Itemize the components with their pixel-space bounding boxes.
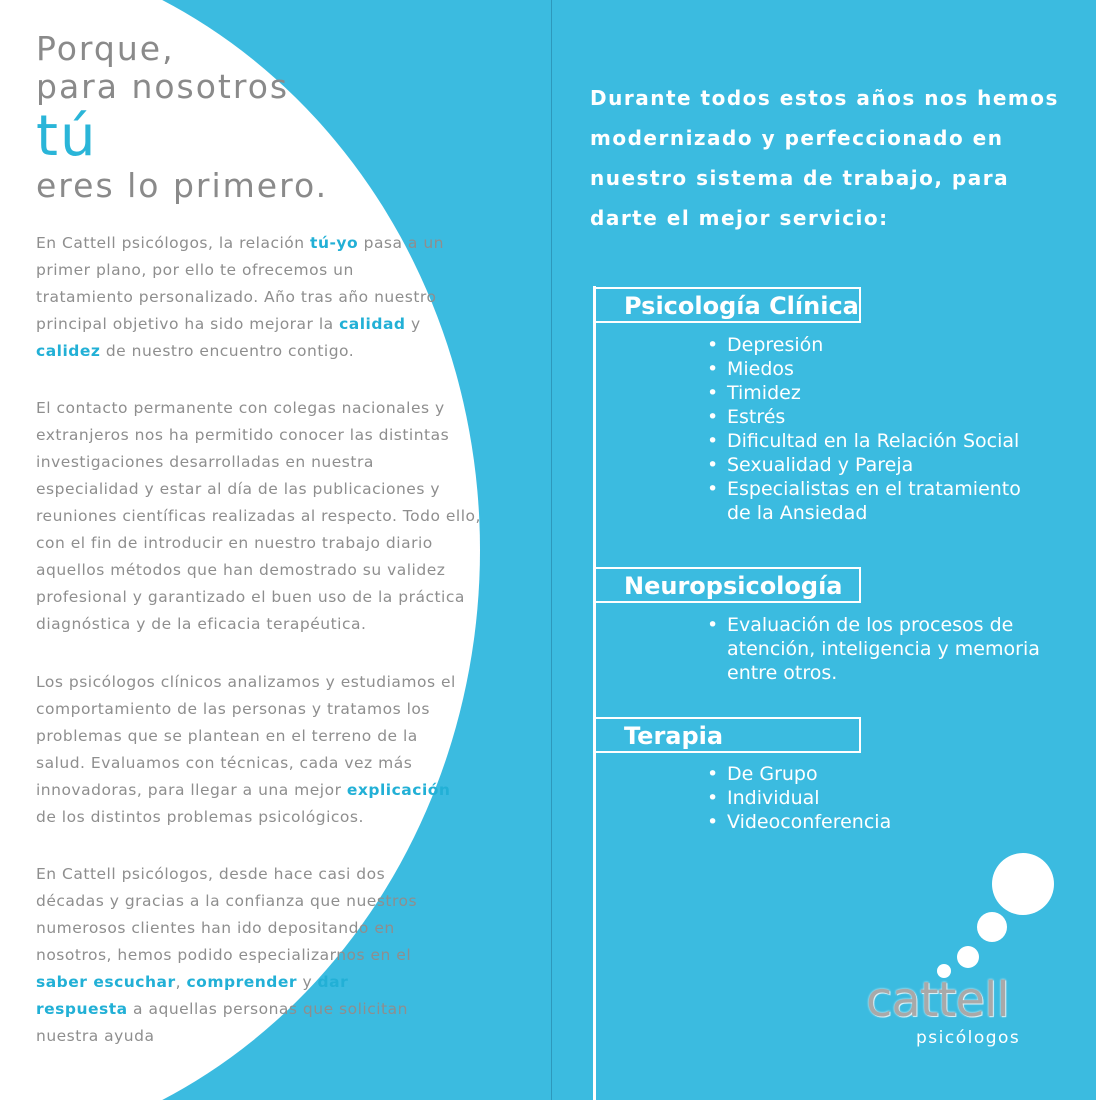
headline-tu: tú: [36, 104, 98, 169]
list-item: • Miedos: [707, 357, 1021, 381]
text: y: [297, 973, 318, 991]
logo-bubble-medium: [977, 912, 1007, 942]
text: pasa a un primer plano, por ello te ofrecemos un tratamiento personalizado. Año tras año nuestro principal objetivo ha sido mejorar la: [36, 234, 445, 333]
highlight-tu-yo: tú-yo: [310, 234, 359, 252]
list-item: • Evaluación de los procesos de: [707, 613, 1040, 637]
paragraph-relation: [36, 230, 456, 365]
text: de los distintos problemas psicológicos.: [36, 808, 364, 826]
text: En Cattell psicólogos, desde hace casi dos décadas y gracias a la confianza que nuestros numerosos clientes han ido depositando en nosotros, hemos podido especializarnos en el: [36, 865, 418, 964]
text: a aquellas personas que solicitan nuestra ayuda: [36, 1000, 408, 1045]
text: y: [405, 315, 421, 333]
paragraph-cattell: [36, 861, 421, 1050]
list-item: • Videoconferencia: [707, 810, 891, 834]
section-box-neuropsicologia: [596, 567, 861, 603]
headline-line-4: eres lo primero.: [36, 166, 329, 205]
highlight-comprender: comprender: [186, 973, 298, 991]
section-box-psicologia-clinica: [596, 287, 861, 323]
logo-bubble-large: [992, 853, 1054, 915]
list-item: • Dificultad en la Relación Social: [707, 429, 1021, 453]
headline-line-2: para nosotros: [36, 67, 290, 106]
logo-subtitle: psicólogos: [916, 1028, 1021, 1048]
headline-line-1: Porque,: [36, 29, 175, 68]
list-item-continued: de la Ansiedad: [727, 502, 868, 524]
fold-line: [551, 0, 552, 1100]
list-item-continued: entre otros.: [727, 662, 838, 684]
list-item: • Especialistas en el tratamiento: [707, 477, 1021, 501]
text: ,: [175, 973, 187, 991]
list-item: • Individual: [707, 786, 891, 810]
highlight-explicacion: explicación: [346, 781, 451, 799]
list-item: • Depresión: [707, 333, 1021, 357]
text: Los psicólogos clínicos analizamos y estudiamos el comportamiento de las personas y tratamos los problemas que se plantean en el terreno de la salud. Evaluamos con técnicas, cada vez más innovadoras, para llegar a una mejor: [36, 673, 456, 799]
section-list-terapia: [707, 762, 891, 834]
highlight-saber-escuchar: saber escuchar: [36, 973, 176, 991]
list-item-continued: atención, inteligencia y memoria: [727, 638, 1040, 660]
section-list-neuropsicologia: [707, 613, 1040, 685]
headline: [36, 30, 328, 206]
section-box-terapia: [596, 717, 861, 753]
vertical-rule: [593, 286, 596, 1100]
section-title: Psicología Clínica: [624, 292, 859, 320]
highlight-dar-respuesta: dar respuesta: [36, 973, 349, 1018]
text: de nuestro encuentro contigo.: [100, 342, 355, 360]
section-list-psicologia-clinica: [707, 333, 1021, 525]
text: En Cattell psicólogos, la relación: [36, 234, 311, 252]
logo-bubble-small: [957, 946, 979, 968]
paragraph-contacto: El contacto permanente con colegas nacionales y extranjeros nos ha permitido conocer las distintas investigaciones desarrolladas en nuestra especialidad y estar al día de las publicaciones y reuniones científicas realizadas al respecto. Todo ello, con el fin de introducir en nuestro trabajo diario aquellos métodos que han demostrado su validez profesional y garantizado el buen uso de la práctica diagnóstica y de la eficacia terapéutica.: [36, 399, 481, 633]
list-item: • Timidez: [707, 381, 1021, 405]
intro-text: Durante todos estos años nos hemos modernizado y perfeccionado en nuestro sistema de trabajo, para darte el mejor servicio:: [590, 86, 1059, 230]
list-item: • Estrés: [707, 405, 1021, 429]
logo-wordmark: cattell: [866, 972, 1009, 1028]
highlight-calidez: calidez: [36, 342, 101, 360]
highlight-calidad: calidad: [339, 315, 406, 333]
paragraph-psicologos: [36, 669, 466, 831]
section-title: Terapia: [624, 722, 724, 750]
list-item: • Sexualidad y Pareja: [707, 453, 1021, 477]
section-title: Neuropsicología: [624, 572, 843, 600]
list-item: • De Grupo: [707, 762, 891, 786]
